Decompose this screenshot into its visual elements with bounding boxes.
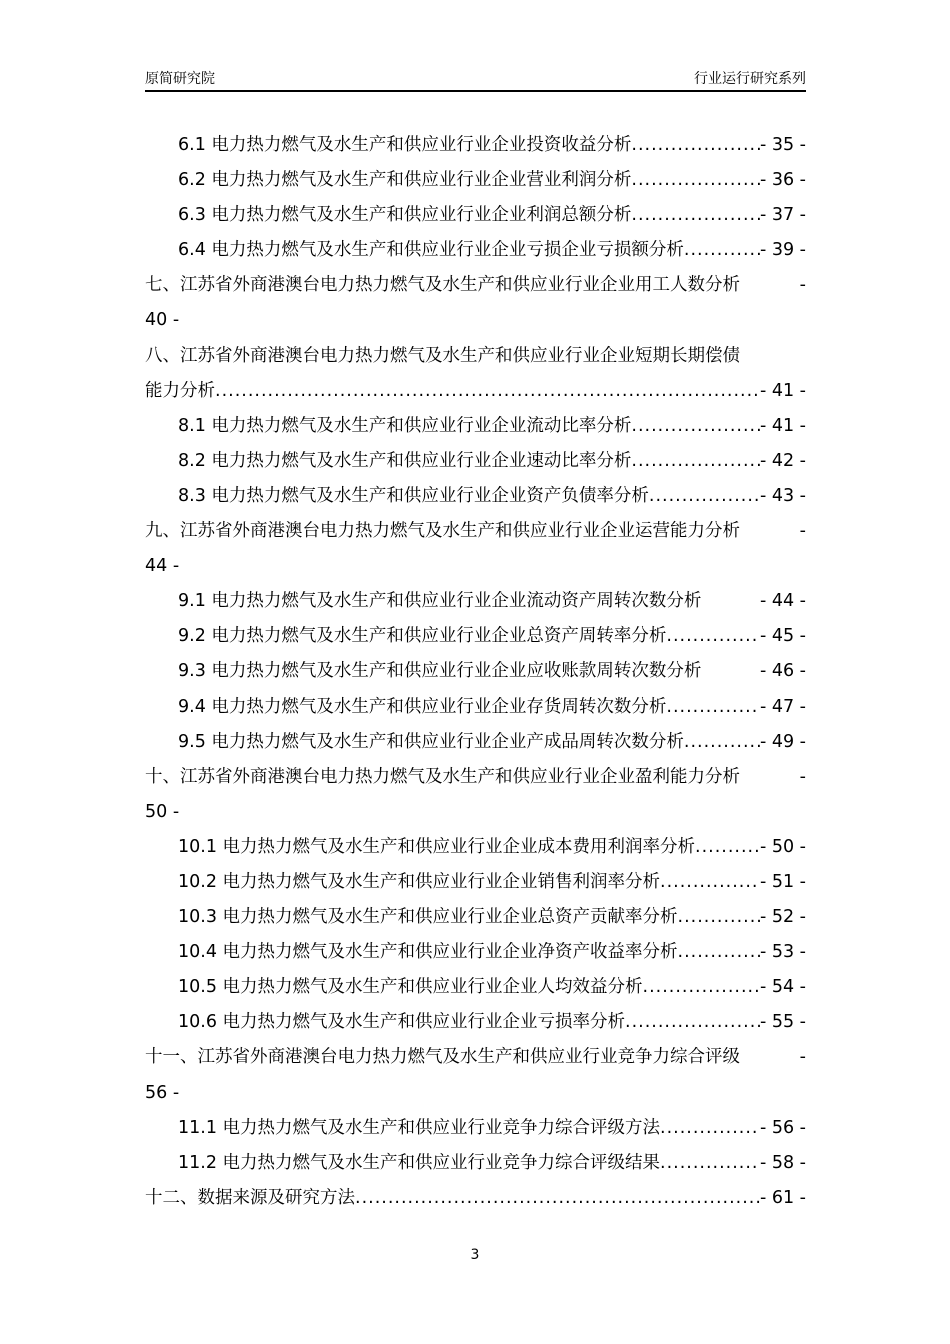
toc-entry[interactable] (145, 339, 806, 374)
header-org: 原简研究院 (145, 71, 215, 87)
toc-entry[interactable] (145, 1076, 806, 1111)
toc-entry-page: - 45 - (759, 626, 806, 647)
toc-entry-title: 十二、数据来源及研究方法 (145, 1187, 355, 1208)
toc-entry[interactable] (145, 795, 806, 830)
toc-entry-title: 9.2 电力热力燃气及水生产和供应业行业企业总资产周转率分析 (178, 626, 667, 647)
toc-entry[interactable] (145, 830, 806, 865)
toc-entry-page: - 53 - (759, 942, 806, 963)
spacer (740, 339, 806, 374)
table-of-contents (145, 128, 806, 1216)
toc-entry-title: 6.4 电力热力燃气及水生产和供应业行业企业亏损企业亏损额分析 (178, 240, 684, 261)
toc-entry[interactable] (145, 303, 806, 338)
toc-entry-page: - 35 - (759, 135, 806, 155)
dot-leader (695, 830, 760, 865)
toc-entry[interactable] (145, 654, 806, 689)
toc-entry-title: 10.2 电力热力燃气及水生产和供应业行业企业销售利润率分析 (178, 871, 661, 892)
toc-entry-page: - 49 - (759, 731, 806, 752)
dot-leader (631, 163, 760, 198)
dot-leader (678, 900, 760, 935)
toc-entry-title: 10.1 电力热力燃气及水生产和供应业行业企业成本费用利润率分析 (178, 836, 696, 857)
toc-entry[interactable] (145, 198, 806, 233)
dot-leader (625, 1005, 760, 1040)
toc-entry-title: 6.3 电力热力燃气及水生产和供应业行业企业利润总额分析 (178, 205, 632, 226)
toc-entry-title: 十一、江苏省外商港澳台电力热力燃气及水生产和供应业行业竞争力综合评级 (145, 1047, 740, 1068)
toc-entry-page: - 37 - (759, 205, 806, 226)
spacer (179, 1076, 806, 1111)
toc-entry[interactable] (145, 1005, 806, 1040)
toc-entry-page: - 54 - (759, 977, 806, 998)
toc-entry-page: - (799, 766, 806, 787)
dot-leader (649, 479, 760, 514)
toc-entry-title: 8.2 电力热力燃气及水生产和供应业行业企业速动比率分析 (178, 450, 632, 471)
toc-entry-page: - 58 - (759, 1152, 806, 1173)
toc-entry-title: 56 - (145, 1082, 180, 1103)
toc-entry-page: - 47 - (759, 696, 806, 717)
toc-entry-page: - 42 - (759, 450, 806, 471)
dot-leader (684, 725, 760, 760)
toc-entry[interactable] (145, 1181, 806, 1216)
spacer (179, 549, 806, 584)
toc-entry[interactable] (145, 970, 806, 1005)
toc-entry[interactable] (145, 233, 806, 268)
toc-entry-page: - 61 - (759, 1187, 806, 1208)
page-number: 3 (470, 1247, 480, 1263)
toc-entry-page: - 55 - (759, 1012, 806, 1033)
toc-entry-page: - 56 - (759, 1117, 806, 1138)
toc-entry-title: 10.6 电力热力燃气及水生产和供应业行业企业亏损率分析 (178, 1012, 626, 1033)
toc-entry-title: 10.5 电力热力燃气及水生产和供应业行业企业人均效益分析 (178, 977, 643, 998)
toc-entry-title: 6.1 电力热力燃气及水生产和供应业行业企业投资收益分析 (178, 135, 632, 155)
dot-leader (666, 619, 760, 654)
toc-entry-title: 九、江苏省外商港澳台电力热力燃气及水生产和供应业行业企业运营能力分析 (145, 521, 740, 542)
toc-entry-title: 十、江苏省外商港澳台电力热力燃气及水生产和供应业行业企业盈利能力分析 (145, 766, 740, 787)
toc-entry-title: 10.4 电力热力燃气及水生产和供应业行业企业净资产收益率分析 (178, 942, 678, 963)
dot-leader (631, 409, 760, 444)
toc-entry-title: 10.3 电力热力燃气及水生产和供应业行业企业总资产贡献率分析 (178, 907, 678, 928)
dot-leader (355, 1181, 760, 1216)
toc-entry[interactable] (145, 128, 806, 163)
dot-leader (684, 233, 760, 268)
toc-entry-page: - (799, 521, 806, 542)
dot-leader (643, 970, 760, 1005)
toc-entry-title: 11.2 电力热力燃气及水生产和供应业行业竞争力综合评级结果 (178, 1152, 661, 1173)
toc-entry-page: - 50 - (759, 836, 806, 857)
dot-leader (660, 1111, 760, 1146)
toc-entry-title: 6.2 电力热力燃气及水生产和供应业行业企业营业利润分析 (178, 170, 632, 191)
toc-entry-title: 能力分析 (145, 380, 215, 401)
toc-entry[interactable] (145, 725, 806, 760)
dot-leader (631, 198, 760, 233)
toc-entry-page: - 41 - (759, 380, 806, 401)
toc-entry-page: - (799, 1047, 806, 1068)
toc-entry[interactable] (145, 479, 806, 514)
toc-entry-title: 9.5 电力热力燃气及水生产和供应业行业企业产成品周转次数分析 (178, 731, 684, 752)
toc-entry-page: - 41 - (759, 415, 806, 436)
dot-leader (215, 374, 760, 409)
dot-leader (631, 128, 760, 163)
toc-entry-title: 8.1 电力热力燃气及水生产和供应业行业企业流动比率分析 (178, 415, 632, 436)
toc-entry-title: 八、江苏省外商港澳台电力热力燃气及水生产和供应业行业企业短期长期偿债 (145, 345, 740, 366)
toc-entry-page: - 52 - (759, 907, 806, 928)
toc-entry[interactable] (145, 1111, 806, 1146)
dot-leader (660, 865, 760, 900)
toc-entry-title: 11.1 电力热力燃气及水生产和供应业行业竞争力综合评级方法 (178, 1117, 661, 1138)
spacer (740, 1040, 800, 1075)
toc-entry-title: 9.1 电力热力燃气及水生产和供应业行业企业流动资产周转次数分析 (178, 591, 702, 612)
toc-entry[interactable] (145, 549, 806, 584)
toc-entry-page: - 43 - (759, 485, 806, 506)
toc-entry-title: 9.3 电力热力燃气及水生产和供应业行业企业应收账款周转次数分析 (178, 661, 702, 682)
dot-leader (631, 444, 760, 479)
spacer (179, 795, 806, 830)
spacer (740, 514, 800, 549)
toc-entry-page: - 51 - (759, 871, 806, 892)
toc-entry[interactable] (145, 444, 806, 479)
toc-entry-page: - 44 - (759, 591, 806, 612)
dot-leader (660, 1146, 760, 1181)
toc-entry-title: 8.3 电力热力燃气及水生产和供应业行业企业资产负债率分析 (178, 485, 649, 506)
toc-entry[interactable] (145, 935, 806, 970)
header-series: 行业运行研究系列 (694, 71, 806, 87)
dot-leader (666, 690, 760, 725)
spacer (740, 760, 800, 795)
page-header (145, 66, 806, 92)
toc-entry[interactable] (145, 514, 806, 549)
toc-entry[interactable] (145, 865, 806, 900)
toc-entry[interactable] (145, 690, 806, 725)
dot-leader (678, 935, 760, 970)
toc-entry[interactable] (145, 374, 806, 409)
toc-entry[interactable] (145, 1040, 806, 1075)
spacer (179, 303, 806, 338)
toc-entry[interactable] (145, 409, 806, 444)
spacer (701, 584, 760, 619)
toc-entry[interactable] (145, 900, 806, 935)
spacer (701, 654, 760, 689)
toc-entry-title: 50 - (145, 801, 180, 822)
spacer (740, 268, 800, 303)
toc-entry[interactable] (145, 1146, 806, 1181)
toc-entry[interactable] (145, 760, 806, 795)
toc-entry[interactable] (145, 163, 806, 198)
toc-entry[interactable] (145, 268, 806, 303)
toc-entry-page: - 39 - (759, 240, 806, 261)
toc-entry[interactable] (145, 584, 806, 619)
toc-entry-page: - (799, 275, 806, 296)
toc-entry-title: 七、江苏省外商港澳台电力热力燃气及水生产和供应业行业企业用工人数分析 (145, 275, 740, 296)
toc-entry-title: 44 - (145, 556, 180, 577)
toc-entry-page: - 46 - (759, 661, 806, 682)
toc-entry-page: - 36 - (759, 170, 806, 191)
toc-entry-title: 40 - (145, 310, 180, 331)
toc-entry-title: 9.4 电力热力燃气及水生产和供应业行业企业存货周转次数分析 (178, 696, 667, 717)
toc-entry[interactable] (145, 619, 806, 654)
